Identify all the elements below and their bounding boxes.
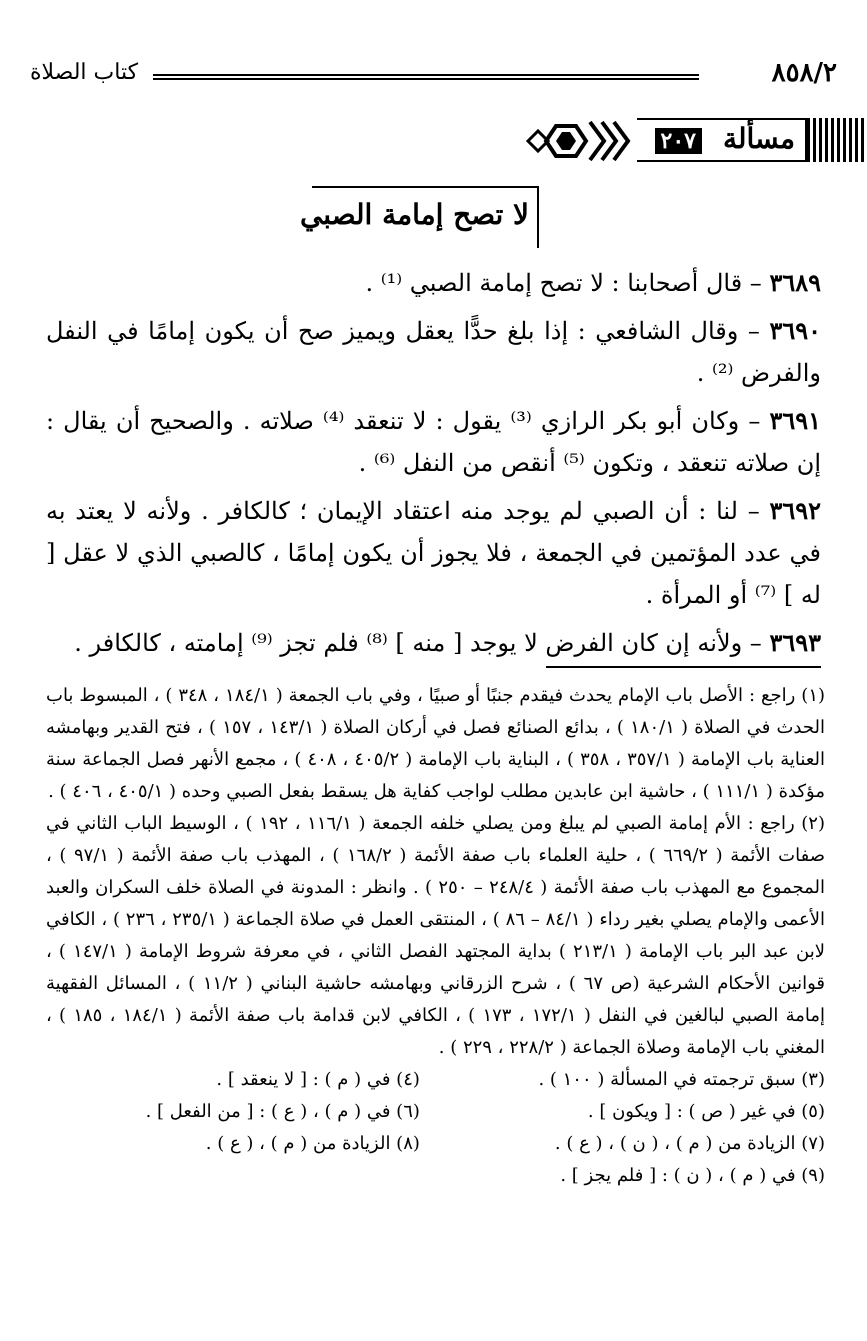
paragraph-number: ٣٦٩٣ [769,628,821,657]
paragraph-number: ٣٦٩٢ [769,496,821,525]
paragraph-text: – ولأنه إن كان الفرض لا يوجد [ منه ] ⁽⁸⁾ فلم تجز ⁽⁹⁾ إمامته ، كالكافر . [74,629,770,657]
footnote-1: (١) راجع : الأصل باب الإمام يحدث فيقدم جنبًا أو صبيًا ، وفي باب الجمعة ( ١٨٤/١ ، ٣٤٨ ) ، المبسوط باب الحدث في الصلاة ( ١٨٠/١ ) ، بدائع الصنائع فصل في أركان الصلاة ( ١٤٣/١ ، ١٥٧ ) ، فتح القدير وبهامشه العناية باب الإمامة ( ٣٥٧/١ ، ٣٥٨ ) ، البناية باب الإمامة ( ٤٠٥/٢ ، ٤٠٨ ) ، مجمع الأنهر فصل الجماعة سنة مؤكدة ( ١١١/١ ) ، حاشية ابن عابدين مطلب لواجب كفاية هل يسقط بفعل الصبي وحده ( ٤٠٥/١ ، ٤٠٦ ) . [46,685,826,802]
paragraph-number: ٣٦٨٩ [769,268,821,297]
page-number: ٨٥٨/٢ [771,58,837,88]
masala-banner [520,118,867,164]
footnote-3: (٣) سبق ترجمته في المسألة ( ١٠٠ ) . [538,1069,825,1090]
main-text [46,262,821,670]
paragraph-number: ٣٦٩٠ [769,316,821,345]
paragraph [46,490,821,616]
footnote-separator [546,666,821,668]
footnotes [46,680,825,1192]
footnote-row [46,1064,825,1096]
paragraph [46,622,821,664]
masala-label: مسألة [722,122,795,155]
footnote-4: (٤) في ( م ) : [ لا ينعقد ] . [216,1069,420,1090]
paragraph-number: ٣٦٩١ [769,406,821,435]
paragraph [46,262,821,304]
footnote-row [46,1096,825,1128]
footnote-row [46,1128,825,1160]
heading-frame [299,186,539,248]
geometric-ornament-icon [520,118,640,164]
footnote-2: (٢) راجع : الأم إمامة الصبي لم يبلغ ومن يصلي خلفه الجمعة ( ١١٦/١ ، ١٩٢ ) ، الوسيط الباب الثاني في صفات الأئمة ( ٦٦٩/٢ ) ، حلية العلماء باب صفة الأئمة ( ١٦٨/٢ ) ، المهذب باب صفة الأئمة ( ٩٧/١ ) ، المجموع مع المهذب باب صفة الأئمة ( ٢٤٨/٤ – ٢٥٠ ) . وانظر : المدونة في الصلاة خلف السكران والعبد الأعمى والإمام يصلي بغير رداء ( ٨٤/١ – ٨٦ ) ، المنتقى العمل في صلاة الجماعة ( ٢٣٥/١ ، ٢٣٦ ) ، الكافي لابن عبد البر باب الإمامة ( ٢١٣/١ ) بداية المجتهد الفصل الثاني ، في معرفة شروط الإمامة ( ١٤٧/١ ) ، قوانين الأحكام الشرعية (ص ٦٧ ) ، شرح الزرقاني وبهامشه حاشية البناني ( ١١/٢ ) ، المسائل الفقهية إمامة الصبي لبالغين في النفل ( ١٧٢/١ ، ١٧٣ ) ، الكافي لابن قدامة باب صفة الأئمة ( ١٨٤/١ ، ١٨٥ ) ، المغني باب الإمامة وصلاة الجماعة ( ٢٢٨/٢ ، ٢٢٩ ) . [46,813,826,1058]
footnote-6: (٦) في ( م ) ، ( ع ) : [ من الفعل ] . [145,1101,420,1122]
section-heading: لا تصح إمامة الصبي [299,198,529,231]
paragraph-text: – قال أصحابنا : لا تصح إمامة الصبي ⁽¹⁾ . [365,269,770,297]
running-header [28,58,839,94]
masala-number: ٢٠٧ [655,128,702,154]
footnote-8: (٨) الزيادة من ( م ) ، ( ع ) . [205,1133,420,1154]
paragraph-text: – وكان أبو بكر الرازي ⁽³⁾ يقول : لا تنعقد ⁽⁴⁾ صلاته . والصحيح أن يقال : إن صلاته تنعقد ، وتكون ⁽⁵⁾ أنقص من النفل ⁽⁶⁾ . [46,407,821,477]
header-rule [153,74,699,80]
footnote-9: (٩) في ( م ) ، ( ن ) : [ فلم يجز ] . [560,1165,825,1186]
paragraph [46,310,821,394]
paragraph-text: – لنا : أن الصبي لم يوجد منه اعتقاد الإيمان ؛ كالكافر . ولأنه لا يعتد به في عدد المؤتمين في الجمعة ، فلا يجوز أن يكون إمامًا ، كالصبي الذي لا عقل [ له ] ⁽⁷⁾ أو المرأة . [46,497,821,609]
paragraph-text: – وقال الشافعي : إذا بلغ حدًّا يعقل ويميز صح أن يكون إمامًا في النفل والفرض ⁽²⁾ . [46,317,821,387]
footnote-7: (٧) الزيادة من ( م ) ، ( ن ) ، ( ع ) . [554,1133,825,1154]
book-title: كتاب الصلاة [30,60,139,85]
paragraph [46,400,821,484]
banner-bars-ornament [807,118,867,162]
footnote-5: (٥) في غير ( ص ) : [ ويكون ] . [587,1101,825,1122]
